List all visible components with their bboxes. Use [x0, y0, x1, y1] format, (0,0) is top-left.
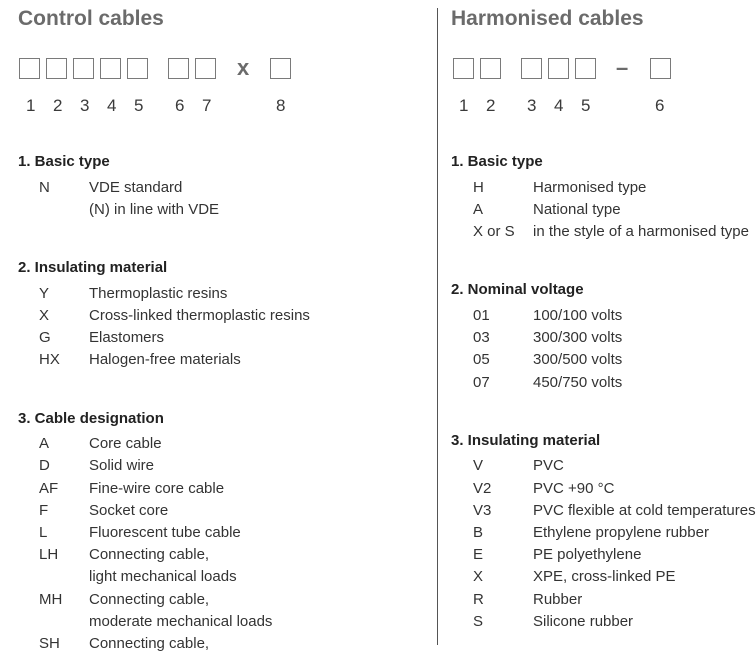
code-box-1 — [19, 58, 40, 79]
code-box-4 — [548, 58, 569, 79]
position-number: 6 — [175, 96, 185, 115]
position-number: 4 — [554, 96, 564, 115]
code: X — [39, 307, 50, 324]
code-box-3 — [73, 58, 94, 79]
position-number: 4 — [107, 96, 117, 115]
description: Socket core — [89, 502, 169, 519]
position-number: 2 — [53, 96, 63, 115]
code: X — [473, 568, 484, 585]
description: XPE, cross-linked PE — [533, 568, 676, 585]
description: 450/750 volts — [533, 374, 623, 391]
description: National type — [533, 201, 621, 218]
description: PE polyethylene — [533, 546, 642, 563]
harmonised-cables-column — [438, 0, 756, 645]
code: SH — [39, 635, 60, 652]
code: F — [39, 502, 49, 519]
code-box-1 — [453, 58, 474, 79]
description: Cross-linked thermoplastic resins — [89, 307, 310, 324]
description: Elastomers — [89, 329, 165, 346]
description: Rubber — [533, 591, 583, 608]
code: R — [473, 591, 484, 608]
description: PVC — [533, 457, 564, 474]
description: Silicone rubber — [533, 613, 634, 630]
description: Solid wire — [89, 457, 155, 474]
code: 03 — [473, 329, 490, 346]
description: Connecting cable, — [89, 591, 210, 608]
description: Harmonised type — [533, 179, 647, 196]
position-number: 1 — [26, 96, 36, 115]
code: E — [473, 546, 484, 563]
description: PVC +90 °C — [533, 480, 615, 497]
description: Connecting cable, — [89, 635, 210, 652]
code-box-5 — [575, 58, 596, 79]
code-box-4 — [100, 58, 121, 79]
description: 100/100 volts — [533, 307, 623, 324]
code: G — [39, 329, 51, 346]
position-number: 2 — [486, 96, 496, 115]
code-box-6 — [650, 58, 671, 79]
multiplier-sign: x — [237, 55, 250, 80]
code: H — [473, 179, 484, 196]
description: moderate mechanical loads — [89, 613, 273, 630]
code: MH — [39, 591, 63, 608]
code: 07 — [473, 374, 490, 391]
code: HX — [39, 351, 60, 368]
description: Connecting cable, — [89, 546, 210, 563]
code: LH — [39, 546, 59, 563]
description: light mechanical loads — [89, 568, 237, 585]
code: A — [473, 201, 484, 218]
code: A — [39, 435, 50, 452]
code-box-5 — [127, 58, 148, 79]
code: X or S — [473, 223, 515, 240]
section-title-basic-type: 1. Basic type — [451, 153, 543, 170]
code-box-6 — [168, 58, 189, 79]
description: Halogen-free materials — [89, 351, 241, 368]
code-box-2 — [480, 58, 501, 79]
position-number: 7 — [202, 96, 212, 115]
code-box-7 — [195, 58, 216, 79]
description: Ethylene propylene rubber — [533, 524, 709, 541]
position-number: 5 — [581, 96, 591, 115]
description: 300/500 volts — [533, 351, 623, 368]
code-box-2 — [46, 58, 67, 79]
code: 01 — [473, 307, 490, 324]
control-cables-title: Control cables — [18, 7, 164, 30]
code: Y — [39, 285, 50, 302]
position-number: 8 — [276, 96, 286, 115]
code: V3 — [473, 502, 492, 519]
description: in the style of a harmonised type — [533, 223, 749, 240]
description: PVC flexible at cold temperatures — [533, 502, 756, 519]
dash-sign: – — [616, 55, 629, 80]
section-title-nominal-voltage: 2. Nominal voltage — [451, 281, 584, 298]
description: 300/300 volts — [533, 329, 623, 346]
code: S — [473, 613, 484, 630]
description: VDE standard — [89, 179, 183, 196]
position-number: 3 — [527, 96, 537, 115]
code: 05 — [473, 351, 490, 368]
harmonised-cables-title: Harmonised cables — [451, 7, 644, 30]
code: N — [39, 179, 50, 196]
code-box-3 — [521, 58, 542, 79]
section-title-basic-type: 1. Basic type — [18, 153, 110, 170]
section-title-insulating-material: 3. Insulating material — [451, 432, 601, 449]
code-box-8 — [270, 58, 291, 79]
code: D — [39, 457, 50, 474]
section-title-insulating-material: 2. Insulating material — [18, 259, 168, 276]
position-number: 6 — [655, 96, 665, 115]
code: V — [473, 457, 484, 474]
description: Fine-wire core cable — [89, 480, 225, 497]
code: L — [39, 524, 48, 541]
description: Core cable — [89, 435, 162, 452]
position-number: 1 — [459, 96, 469, 115]
position-number: 3 — [80, 96, 90, 115]
section-title-cable-designation: 3. Cable designation — [18, 410, 164, 427]
position-number: 5 — [134, 96, 144, 115]
description: (N) in line with VDE — [89, 201, 220, 218]
description: Fluorescent tube cable — [89, 524, 241, 541]
code: V2 — [473, 480, 492, 497]
code: AF — [39, 480, 59, 497]
code: B — [473, 524, 484, 541]
description: Thermoplastic resins — [89, 285, 228, 302]
